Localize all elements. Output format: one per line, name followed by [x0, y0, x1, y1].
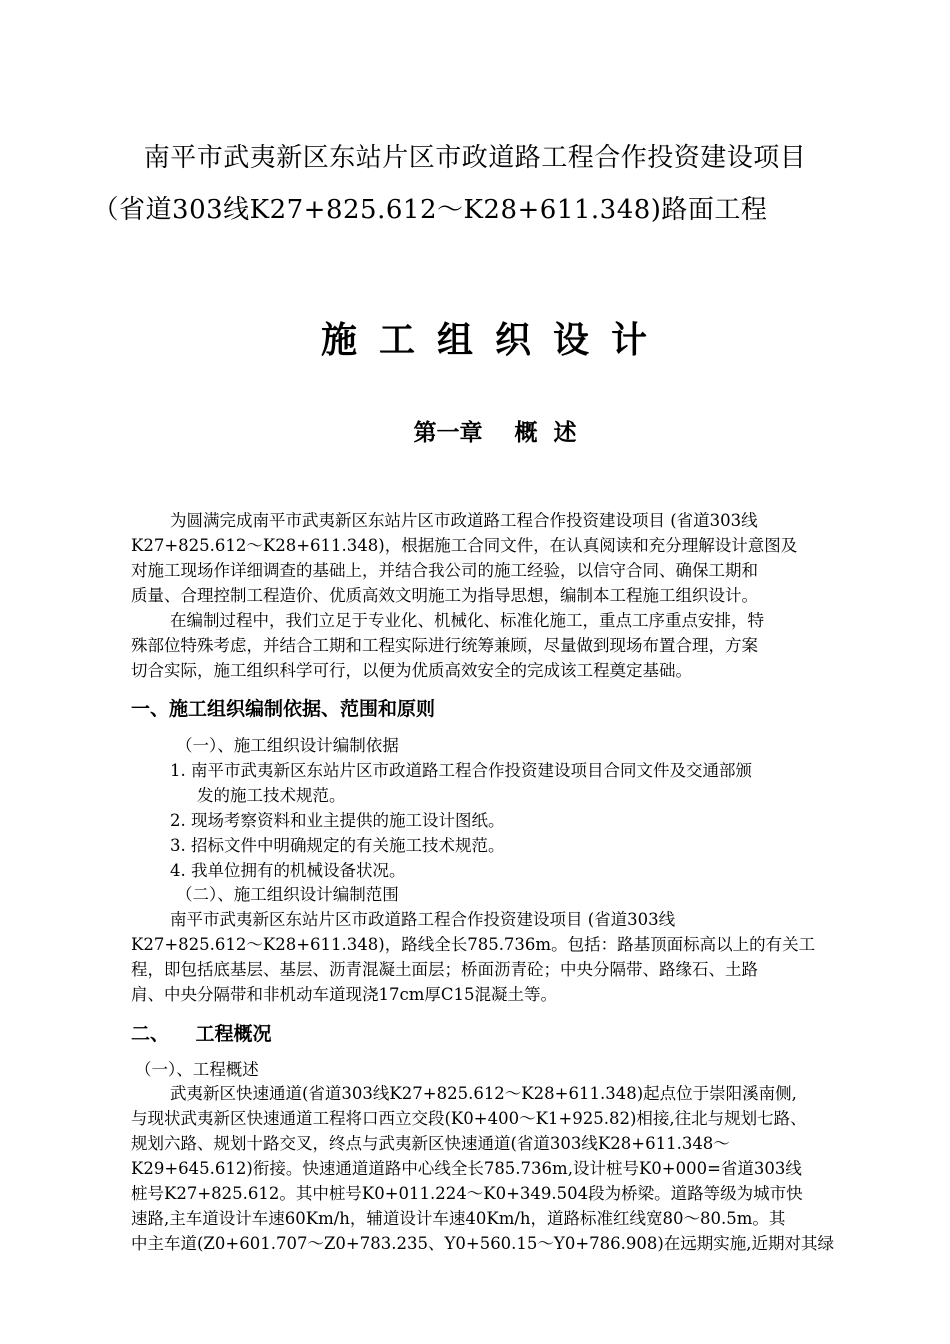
overview-line: 中主车道(Z0+601.707～Z0+783.235、Y0+560.15～Y0+786.908)在远期实施,近期对其绿: [131, 1234, 835, 1253]
intro-p2-line: 在编制过程中，我们立足于专业化、机械化、标准化施工，重点工序重点安排，特: [170, 611, 764, 630]
scope-line: 程，即包括底基层、基层、沥青混凝土面层；桥面沥青砼；中央分隔带、路缘石、土路: [131, 960, 758, 979]
basis-list-item: 2. 现场考察资料和业主提供的施工设计图纸。: [170, 811, 505, 830]
section1-subheading-2: （二）、施工组织设计编制范围: [176, 885, 399, 904]
intro-p1-line: 质量、合理控制工程造价、优质高效文明施工为指导思想，编制本工程施工组织设计。: [131, 586, 758, 605]
section1-subheading-1: （一）、施工组织设计编制依据: [176, 736, 399, 755]
basis-list-item: 4. 我单位拥有的机械设备状况。: [170, 861, 406, 880]
document-title: 施工组织设计: [320, 320, 669, 361]
overview-line: 规划六路、规划十路交叉，终点与武夷新区快速通道(省道303线K28+611.348～: [131, 1134, 730, 1153]
basis-list-item-cont: 发的施工技术规范。: [197, 786, 346, 805]
overview-line: K29+645.612)衔接。快速通道道路中心线全长785.736m,设计桩号K0+000=省道303线: [131, 1159, 802, 1178]
scope-line: K27+825.612～K28+611.348)，路线全长785.736m。包括：路基顶面标高以上的有关工: [131, 935, 816, 954]
intro-p1-line: K27+825.612～K28+611.348)，根据施工合同文件，在认真阅读和充分理解设计意图及: [131, 536, 798, 555]
intro-p2-line: 切合实际，施工组织科学可行，以便为优质高效安全的完成该工程奠定基础。: [131, 661, 692, 680]
intro-p1-line: 为圆满完成南平市武夷新区东站片区市政道路工程合作投资建设项目 (省道303线: [170, 511, 758, 530]
overview-line: 武夷新区快速通道(省道303线K27+825.612～K28+611.348)起点位于崇阳溪南侧,: [170, 1084, 797, 1103]
basis-list-item: 1. 南平市武夷新区东站片区市政道路工程合作投资建设项目合同文件及交通部颁: [170, 761, 752, 780]
section2-heading: 二、 工程概况: [131, 1023, 272, 1045]
scope-line: 肩、中央分隔带和非机动车道现浇17cm厚C15混凝土等。: [131, 985, 558, 1004]
section2-subheading-1: （一）、工程概述: [135, 1060, 259, 1079]
section1-heading: 一、施工组织编制依据、范围和原则: [131, 698, 436, 720]
project-title-line2: （省道303线K27+825.612～K28+611.348)路面工程: [92, 195, 768, 225]
overview-line: 桩号K27+825.612。其中桩号K0+011.224～K0+349.504段为桥梁。道路等级为城市快: [131, 1184, 803, 1203]
chapter-heading: 第一章 概 述: [413, 420, 577, 446]
scope-line: 南平市武夷新区东站片区市政道路工程合作投资建设项目 (省道303线: [170, 910, 676, 929]
overview-line: 与现状武夷新区快速通道工程将口西立交段(K0+400～K1+925.82)相接,往北与规划七路、: [131, 1109, 807, 1128]
intro-p1-line: 对施工现场作详细调查的基础上，并结合我公司的施工经验，以信守合同、确保工期和: [131, 561, 758, 580]
project-title-line1: 南平市武夷新区东站片区市政道路工程合作投资建设项目: [143, 143, 807, 173]
intro-p2-line: 殊部位特殊考虑，并结合工期和工程实际进行统筹兼顾，尽量做到现场布置合理，方案: [131, 636, 758, 655]
basis-list-item: 3. 招标文件中明确规定的有关施工技术规范。: [170, 836, 505, 855]
overview-line: 速路,主车道设计车速60Km/h，辅道设计车速40Km/h，道路标准红线宽80～80.5m。其: [131, 1209, 786, 1228]
